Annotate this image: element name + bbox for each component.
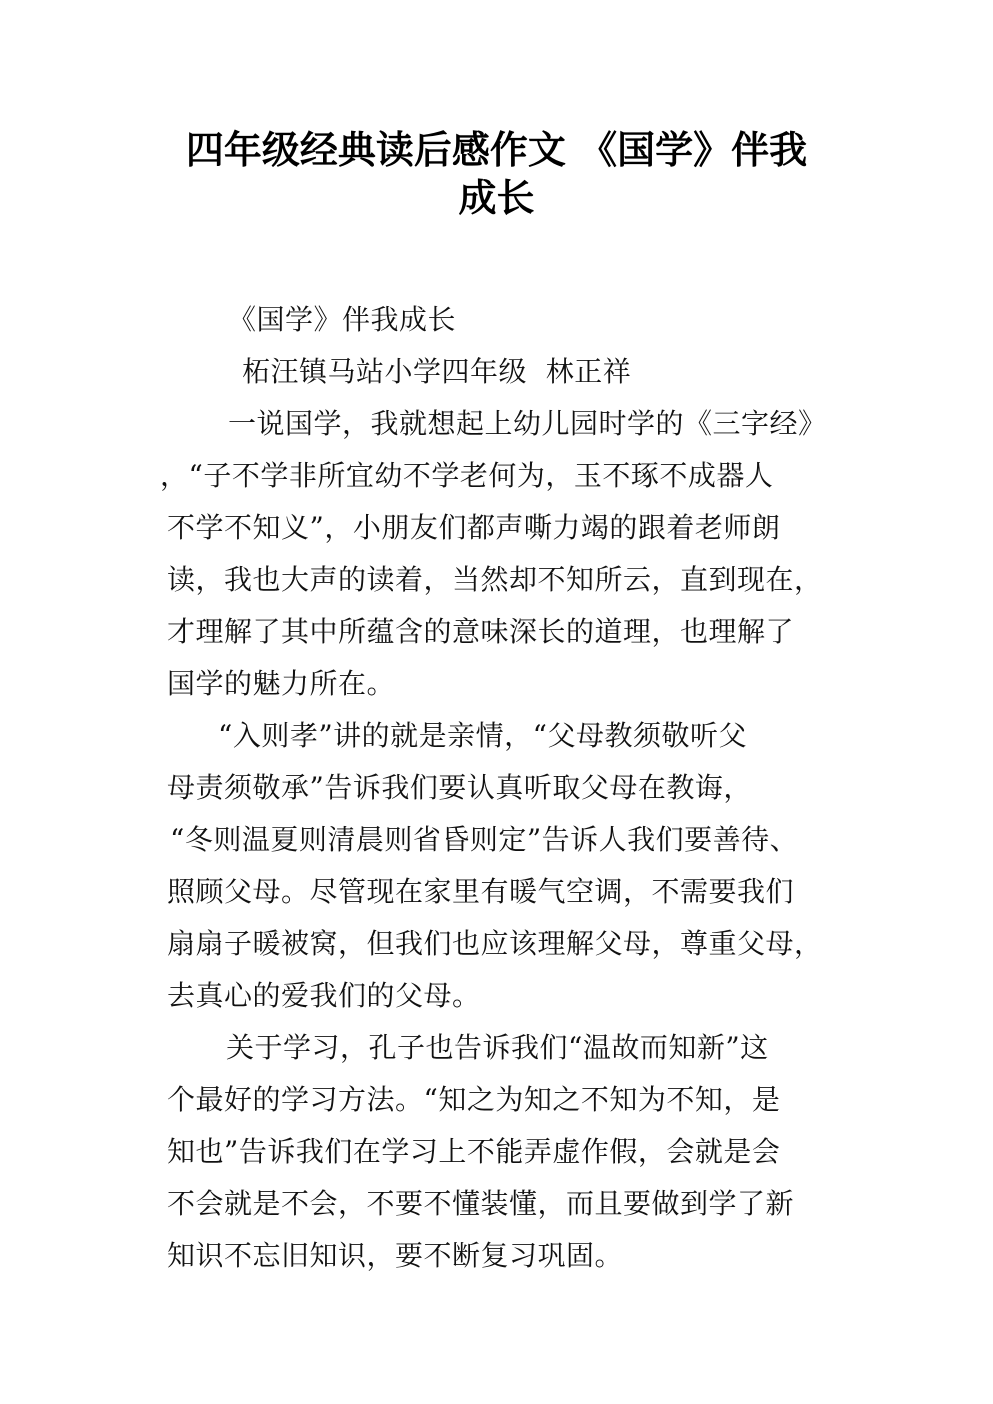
body-line: 照顾父母。尽管现在家里有暖气空调，不需要我们 — [167, 875, 795, 908]
body-line: 关于学习，孔子也告诉我们“温故而知新”这 — [226, 1031, 769, 1064]
body-line: 扇扇子暖被窝，但我们也应该理解父母，尊重父母， — [167, 927, 823, 960]
body-line: “入则孝”讲的就是亲情，“父母教须敬听父 — [218, 719, 747, 752]
body-line: 知也”告诉我们在学习上不能弄虚作假，会就是会 — [167, 1135, 781, 1168]
essay-title: 《国学》伴我成长 — [228, 303, 457, 336]
body-line: 读，我也大声的读着，当然却不知所云，直到现在， — [167, 563, 823, 596]
body-line: “冬则温夏则清晨则省昏则定”告诉人我们要善待、 — [170, 823, 799, 856]
body-line: ，“子不学非所宜幼不学老何为，玉不琢不成器人 — [160, 459, 774, 492]
body-line: 国学的魅力所在。 — [167, 667, 396, 700]
body-line: 知识不忘旧知识，要不断复习巩固。 — [167, 1239, 624, 1272]
body-line: 一说国学，我就想起上幼儿园时学的《三字经》 — [228, 407, 827, 440]
body-line: 不会就是不会，不要不懂装懂，而且要做到学了新 — [167, 1187, 795, 1220]
body-line: 个最好的学习方法。“知之为知之不知为不知，是 — [167, 1083, 781, 1116]
document-title-line-1: 四年级经典读后感作文 《国学》伴我 — [185, 128, 808, 172]
body-line: 母责须敬承”告诉我们要认真听取父母在教诲， — [167, 771, 752, 804]
body-line: 去真心的爱我们的父母。 — [167, 979, 481, 1012]
author-line: 柘汪镇马站小学四年级 林正祥 — [242, 355, 632, 388]
body-line: 才理解了其中所蕴含的意味深长的道理，也理解了 — [167, 615, 795, 648]
document-title-line-2: 成长 — [458, 176, 535, 220]
body-line: 不学不知义”，小朋友们都声嘶力竭的跟着老师朗 — [167, 511, 781, 544]
